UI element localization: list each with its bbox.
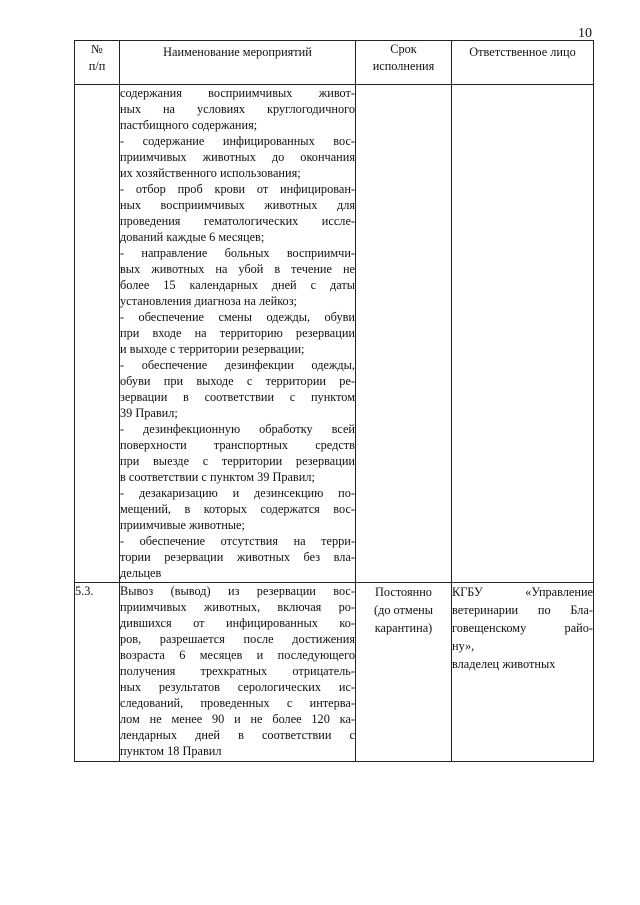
term-line: Постоянно [375, 585, 432, 599]
header-num [75, 41, 120, 85]
row2-num: 5.3. [75, 583, 120, 762]
table-row [75, 85, 594, 583]
measure-line: вых животных на убой в течение не [120, 262, 355, 276]
responsible-line: КГБУ «Управление [452, 585, 593, 599]
measure-line: 39 Правил; [120, 406, 178, 420]
measure-line: и выходе с территории резервации; [120, 342, 305, 356]
measure-line: лендарных дней в соответствии с [120, 728, 355, 742]
measure-line: - обеспечение смены одежды, обуви [120, 310, 355, 324]
header-term-line2: исполнения [372, 59, 435, 73]
row2-responsible [452, 583, 594, 762]
header-term-line1: Срок [390, 42, 417, 56]
measure-line: ров, разрешается после достижения [120, 632, 355, 646]
measure-line: установления диагноза на лейкоз; [120, 294, 297, 308]
responsible-line: говещенскому райо- [452, 621, 593, 635]
measure-line: возраста 6 месяцев и последующего [120, 648, 355, 662]
responsible-line: владелец животных [452, 657, 556, 671]
row2-measures [120, 583, 356, 762]
measure-line: Вывоз (вывод) из резервации вос- [120, 584, 355, 598]
measure-line: - дезинфекционную обработку всей [120, 422, 355, 436]
measure-line: - дезакаризацию и дезинсекцию по- [120, 486, 355, 500]
responsible-line: ветеринарии по Бла- [452, 603, 593, 617]
measure-line: зервации в соответствии с пунктом [120, 390, 355, 404]
term-line: (до отмены [373, 603, 434, 617]
row2-measures-lines [120, 583, 355, 759]
measure-line: - обеспечение отсутствия на терри- [120, 534, 355, 548]
measure-line: обуви при выходе с территории ре- [120, 374, 355, 388]
term-line: карантина) [374, 621, 433, 635]
measure-line: - содержание инфицированных вос- [120, 134, 355, 148]
measure-line: лом не менее 90 и не более 120 ка- [120, 712, 355, 726]
row2-term [356, 583, 452, 762]
measure-line: при выезде с территории резервации [120, 454, 355, 468]
measure-line: мещений, в которых содержатся вос- [120, 502, 355, 516]
measures-table [74, 40, 594, 762]
measure-line: пунктом 18 Правил [120, 744, 222, 758]
row1-measures-lines [120, 85, 355, 581]
header-responsible: Ответственное лицо [452, 41, 594, 85]
measure-line: их хозяйственного использования; [120, 166, 301, 180]
row1-responsible [452, 85, 594, 583]
header-name: Наименование мероприятий [120, 41, 356, 85]
measure-line: тории резервации животных без вла- [120, 550, 355, 564]
row2-term-lines [356, 583, 451, 637]
table-row [75, 583, 594, 762]
measure-line: получения трехкратных отрицатель- [120, 664, 355, 678]
header-term [356, 41, 452, 85]
measure-line: при входе на территорию резервации [120, 326, 355, 340]
measure-line: поверхности транспортных средств [120, 438, 355, 452]
measure-line: ных результатов серологических ис- [120, 680, 355, 694]
measure-line: дельцев [120, 566, 162, 580]
measure-line: дившихся от инфицированных ко- [120, 616, 355, 630]
measure-line: ных на условиях круглогодичного [120, 102, 355, 116]
row1-measures [120, 85, 356, 583]
measure-line: - направление больных восприимчи- [120, 246, 355, 260]
row1-term [356, 85, 452, 583]
measure-line: следований, проведенных с интерва- [120, 696, 355, 710]
row1-num [75, 85, 120, 583]
measure-line: приимчивые животные; [120, 518, 245, 532]
measure-line: дований каждые 6 месяцев; [120, 230, 265, 244]
header-num-line1: № [91, 42, 103, 56]
measure-line: - обеспечение дезинфекции одежды, [120, 358, 355, 372]
row2-responsible-lines [452, 583, 593, 673]
responsible-line: ну», [452, 639, 475, 653]
measure-line: проведения гематологических иссле- [120, 214, 355, 228]
measure-line: ных восприимчивых животных для [120, 198, 355, 212]
measure-line: более 15 календарных дней с даты [120, 278, 355, 292]
measure-line: приимчивых животных, включая ро- [120, 600, 355, 614]
measure-line: приимчивых животных до окончания [120, 150, 355, 164]
table-header-row [75, 41, 594, 85]
measure-line: - отбор проб крови от инфицирован- [120, 182, 355, 196]
header-num-line2: п/п [88, 59, 106, 73]
page-number: 10 [578, 26, 592, 41]
measure-line: содержания восприимчивых живот- [120, 86, 355, 100]
measure-line: пастбищного содержания; [120, 118, 258, 132]
measure-line: в соответствии с пунктом 39 Правил; [120, 470, 315, 484]
